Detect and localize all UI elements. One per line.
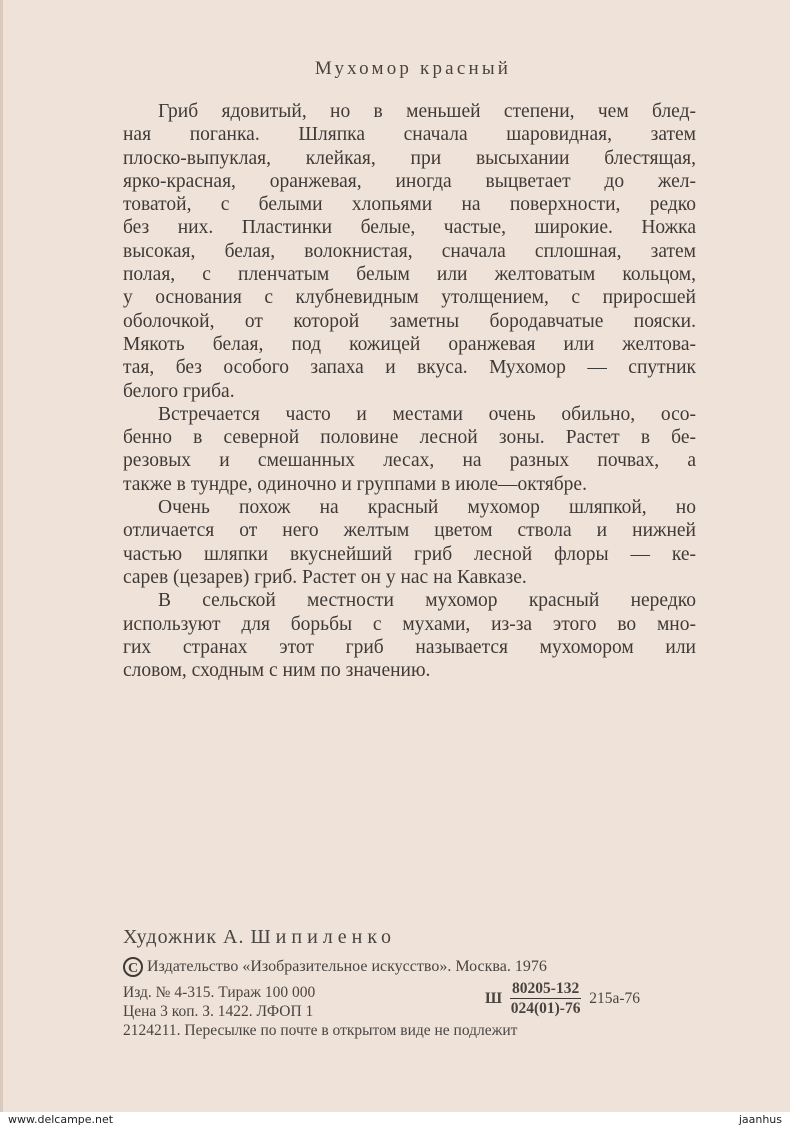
print-details: [123, 980, 703, 1040]
print-line-2: Цена 3 коп. З. 1422. ЛФОП 1: [123, 1003, 314, 1020]
text-line: без них. Пластинки белые, частые, широкие. Ножка: [123, 217, 696, 239]
print-line-3: 2124211. Пересылке по почте в открытом виде не подлежит: [123, 1022, 518, 1039]
footer: [8, 1113, 782, 1126]
text-line: Очень похож на красный мухомор шляпкой, но: [158, 497, 696, 519]
text-line: товатой, с белыми хлопьями на поверхности, редко: [123, 194, 696, 216]
footer-seller: jaanhus: [738, 1113, 782, 1126]
text-line: используют для борьбы с мухами, из-за этого во мно-: [123, 613, 696, 635]
text-line: ярко-красная, оранжевая, иногда выцветает до жел-: [123, 170, 696, 192]
catalog-index: [485, 979, 640, 1018]
copyright-icon: C: [123, 957, 143, 977]
imprint: [123, 926, 703, 1040]
text-line: гих странах этот гриб называется мухомором или: [123, 636, 696, 658]
index-numerator: 80205-132: [512, 980, 580, 997]
artist-credit: [123, 926, 703, 949]
text-line: бенно в северной половине лесной зоны. Растет в бе-: [123, 427, 696, 449]
text-line: у основания с клубневидным утолщением, с приросшей: [123, 287, 696, 309]
text-line: полая, с пленчатым белым или желтоватым кольцом,: [123, 264, 696, 286]
text-line: резовых и смешанных лесах, на разных почвах, а: [123, 450, 696, 472]
text-line: Мякоть белая, под кожицей оранжевая или желтова-: [123, 333, 696, 355]
text-line: ная поганка. Шляпка сначала шаровидная, затем: [123, 124, 696, 146]
article-body: [123, 100, 696, 682]
text-line: белого гриба.: [123, 380, 235, 402]
page-title: Мухомор красный: [314, 58, 512, 79]
text-line: отличается от него желтым цветом ствола и нижней: [123, 520, 696, 542]
text-line: словом, сходным с ним по значению.: [123, 660, 431, 682]
publisher-line: [123, 957, 703, 977]
text-line: Гриб ядовитый, но в меньшей степени, чем блед-: [158, 101, 696, 122]
print-line-1: Изд. № 4-315. Тираж 100 000: [123, 984, 316, 1001]
text-line: частью шляпки вкуснейший гриб лесной флоры — ке-: [123, 543, 696, 565]
index-code: 215а-76: [589, 990, 640, 1007]
artist-name: Шипиленко: [250, 926, 397, 948]
text-line: В сельской местности мухомор красный нередко: [158, 590, 696, 612]
text-line: сарев (цезарев) гриб. Растет он у нас на Кавказе.: [123, 566, 527, 588]
artist-label: Художник А.: [123, 926, 245, 948]
publisher-text: Издательство «Изобразительное искусство». Москва. 1976: [147, 958, 547, 975]
index-denominator: 024(01)-76: [510, 1000, 581, 1017]
text-line: тая, без особого запаха и вкуса. Мухомор — спутник: [123, 357, 696, 379]
text-line: Встречается часто и местами очень обильно, осо-: [158, 403, 696, 425]
text-line: также в тундре, одиночно и группами в июле—октябре.: [123, 473, 587, 495]
text-line: плоско-выпуклая, клейкая, при высыхании блестящая,: [123, 147, 696, 169]
text-line: оболочкой, от которой заметны бородавчатые пояски.: [123, 310, 696, 332]
index-letter: Ш: [485, 990, 503, 1007]
text-line: высокая, белая, волокнистая, сначала сплошная, затем: [123, 240, 696, 262]
footer-site: www.delcampe.net: [8, 1113, 114, 1126]
